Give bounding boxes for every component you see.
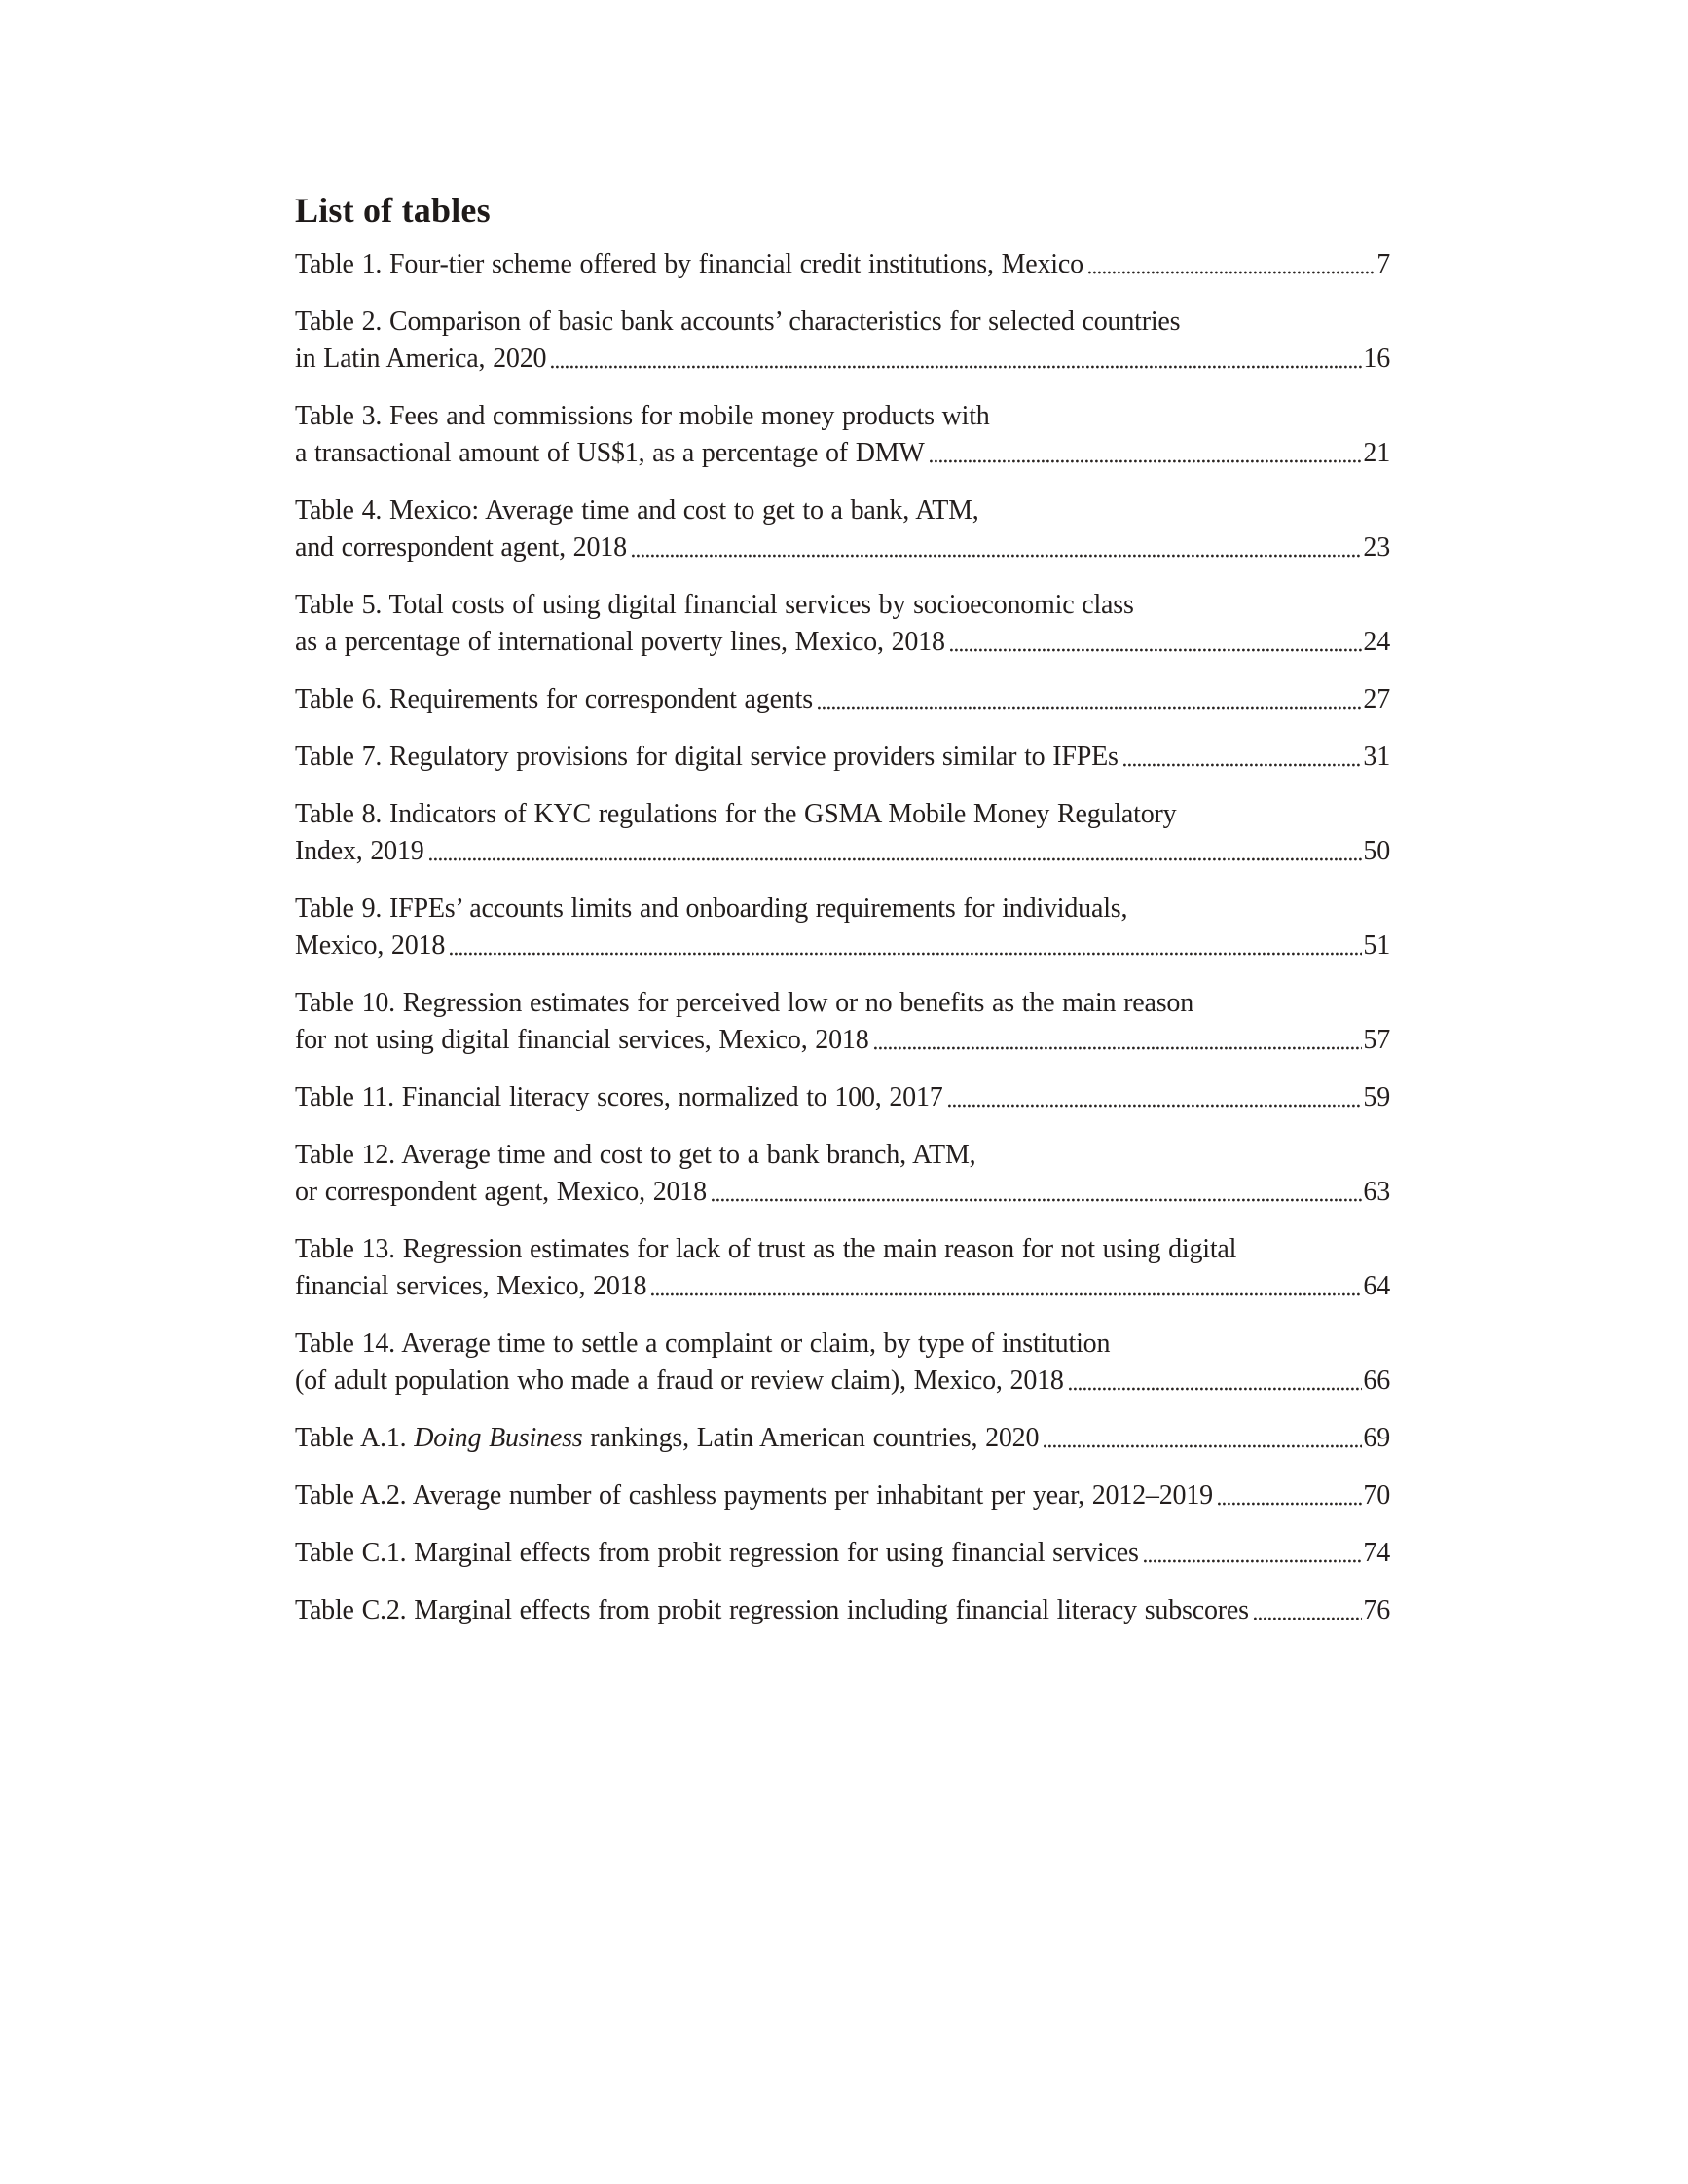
toc-entry-text: a transactional amount of US$1, as a percentage of DMW <box>295 438 925 468</box>
toc-entry-text: Table 3. Fees and commissions for mobile money products with <box>295 401 990 431</box>
dot-leader <box>874 1046 1363 1050</box>
dot-leader <box>948 1104 1363 1108</box>
toc-entry-page-number: 51 <box>1363 930 1390 961</box>
toc-entry[interactable] <box>295 398 1390 472</box>
toc-entry-text: Table 14. Average time to settle a complaint or claim, by type of institution <box>295 1329 1111 1359</box>
toc-entry-page-number: 69 <box>1363 1423 1390 1453</box>
toc-entry-line <box>295 1363 1390 1400</box>
toc-entry-text: or correspondent agent, Mexico, 2018 <box>295 1177 707 1207</box>
toc-entry[interactable] <box>295 1231 1390 1305</box>
toc-entry-page-number: 76 <box>1363 1595 1390 1625</box>
toc-entry-page-number: 16 <box>1363 344 1390 374</box>
toc-entry-line <box>295 1079 1390 1116</box>
toc-entry-page-number: 70 <box>1363 1480 1390 1511</box>
toc-entry-line <box>295 739 1390 776</box>
dot-leader <box>651 1292 1362 1296</box>
toc-entry[interactable] <box>295 1420 1390 1457</box>
toc-entry-text: Table 11. Financial literacy scores, normalized to 100, 2017 <box>295 1082 943 1112</box>
toc-entry[interactable] <box>295 304 1390 378</box>
toc-entry-page-number: 63 <box>1363 1177 1390 1207</box>
toc-entry-line <box>295 1420 1390 1457</box>
toc-entry-line <box>295 398 1390 435</box>
toc-entry[interactable] <box>295 1592 1390 1629</box>
dot-leader <box>632 554 1363 558</box>
toc-entry[interactable] <box>295 985 1390 1059</box>
toc-entry-text: Mexico, 2018 <box>295 930 446 961</box>
toc-list <box>295 246 1390 1629</box>
dot-leader <box>1069 1387 1363 1391</box>
dot-leader <box>1088 271 1376 274</box>
toc-entry[interactable] <box>295 492 1390 566</box>
toc-entry-line <box>295 891 1390 928</box>
toc-entry-page-number: 21 <box>1363 438 1390 468</box>
toc-entry[interactable] <box>295 1137 1390 1211</box>
dot-leader <box>1254 1617 1363 1620</box>
toc-entry[interactable] <box>295 796 1390 870</box>
toc-entry-page-number: 27 <box>1363 684 1390 714</box>
toc-entry-text: financial services, Mexico, 2018 <box>295 1271 647 1301</box>
toc-entry[interactable] <box>295 739 1390 776</box>
toc-entry-page-number: 24 <box>1363 627 1390 657</box>
toc-entry-text: Table C.1. Marginal effects from probit regression for using financial services <box>295 1538 1139 1568</box>
document-page <box>295 189 1390 1650</box>
toc-entry-page-number: 23 <box>1363 532 1390 563</box>
toc-entry-text: in Latin America, 2020 <box>295 344 547 374</box>
toc-entry-page-number: 74 <box>1363 1538 1390 1568</box>
toc-entry-text: Table 9. IFPEs’ accounts limits and onboarding requirements for individuals, <box>295 893 1128 924</box>
toc-entry-text: (of adult population who made a fraud or review claim), Mexico, 2018 <box>295 1365 1064 1396</box>
toc-entry[interactable] <box>295 1535 1390 1572</box>
dot-leader <box>930 459 1363 463</box>
toc-entry[interactable] <box>295 891 1390 965</box>
toc-entry-text: Index, 2019 <box>295 836 424 866</box>
dot-leader <box>429 857 1363 861</box>
toc-entry-line <box>295 985 1390 1022</box>
toc-entry-line <box>295 1231 1390 1268</box>
dot-leader <box>551 365 1362 369</box>
toc-entry-text: Table 5. Total costs of using digital financial services by socioeconomic class <box>295 590 1134 620</box>
toc-entry-line <box>295 796 1390 833</box>
toc-entry-line <box>295 246 1390 283</box>
toc-entry-text: Table 13. Regression estimates for lack of trust as the main reason for not using digital <box>295 1234 1237 1264</box>
dot-leader <box>818 706 1363 710</box>
toc-entry-page-number: 7 <box>1376 249 1390 279</box>
toc-entry-line <box>295 1268 1390 1305</box>
toc-entry-text: Table C.2. Marginal effects from probit regression including financial literacy subscores <box>295 1595 1249 1625</box>
toc-entry-text: Table A.2. Average number of cashless payments per inhabitant per year, 2012–2019 <box>295 1480 1213 1511</box>
toc-entry-page-number: 66 <box>1363 1365 1390 1396</box>
toc-entry[interactable] <box>295 1079 1390 1116</box>
toc-entry-line <box>295 1174 1390 1211</box>
toc-entry-page-number: 57 <box>1363 1025 1390 1055</box>
dot-leader <box>950 648 1363 652</box>
toc-entry-text: for not using digital financial services, Mexico, 2018 <box>295 1025 869 1055</box>
toc-entry-text: as a percentage of international poverty lines, Mexico, 2018 <box>295 627 945 657</box>
toc-entry-page-number: 31 <box>1363 742 1390 772</box>
toc-entry[interactable] <box>295 1326 1390 1400</box>
toc-entry-line <box>295 304 1390 341</box>
toc-entry-text: Table 7. Regulatory provisions for digital service providers similar to IFPEs <box>295 742 1119 772</box>
toc-entry-text: Table 2. Comparison of basic bank accounts’ characteristics for selected countries <box>295 307 1181 337</box>
toc-entry[interactable] <box>295 681 1390 718</box>
dot-leader <box>1044 1444 1362 1448</box>
toc-entry-page-number: 64 <box>1363 1271 1390 1301</box>
dot-leader <box>1218 1502 1362 1506</box>
toc-entry-text: Table 1. Four-tier scheme offered by financial credit institutions, Mexico <box>295 249 1083 279</box>
toc-entry-line <box>295 1137 1390 1174</box>
toc-entry-line <box>295 1326 1390 1363</box>
dot-leader <box>1144 1559 1363 1563</box>
toc-entry-line <box>295 1022 1390 1059</box>
page-title: List of tables <box>295 191 491 230</box>
toc-entry-text: and correspondent agent, 2018 <box>295 532 627 563</box>
toc-entry-page-number: 59 <box>1363 1082 1390 1112</box>
toc-entry-line <box>295 529 1390 566</box>
toc-entry-line <box>295 587 1390 624</box>
toc-entry-text: Table 8. Indicators of KYC regulations for the GSMA Mobile Money Regulatory <box>295 799 1177 829</box>
toc-entry-line <box>295 833 1390 870</box>
toc-entry-line <box>295 1592 1390 1629</box>
toc-entry-page-number: 50 <box>1363 836 1390 866</box>
toc-entry-text: Table 12. Average time and cost to get to a bank branch, ATM, <box>295 1140 976 1170</box>
toc-entry-line <box>295 1535 1390 1572</box>
toc-entry-text: Table 4. Mexico: Average time and cost to get to a bank, ATM, <box>295 495 979 526</box>
toc-entry-text: Table A.1. Doing Business rankings, Latin American countries, 2020 <box>295 1423 1040 1453</box>
toc-entry[interactable] <box>295 587 1390 661</box>
toc-entry-line <box>295 681 1390 718</box>
toc-entry[interactable] <box>295 1477 1390 1514</box>
toc-entry-text: Table 10. Regression estimates for perceived low or no benefits as the main reason <box>295 988 1194 1018</box>
dot-leader <box>1123 763 1363 767</box>
toc-entry[interactable] <box>295 246 1390 283</box>
toc-entry-line <box>295 624 1390 661</box>
toc-entry-line <box>295 492 1390 529</box>
toc-entry-text: Table 6. Requirements for correspondent agents <box>295 684 813 714</box>
dot-leader <box>712 1198 1362 1202</box>
dot-leader <box>450 952 1362 956</box>
toc-entry-line <box>295 341 1390 378</box>
toc-entry-line <box>295 928 1390 965</box>
toc-entry-line <box>295 435 1390 472</box>
toc-entry-line <box>295 1477 1390 1514</box>
